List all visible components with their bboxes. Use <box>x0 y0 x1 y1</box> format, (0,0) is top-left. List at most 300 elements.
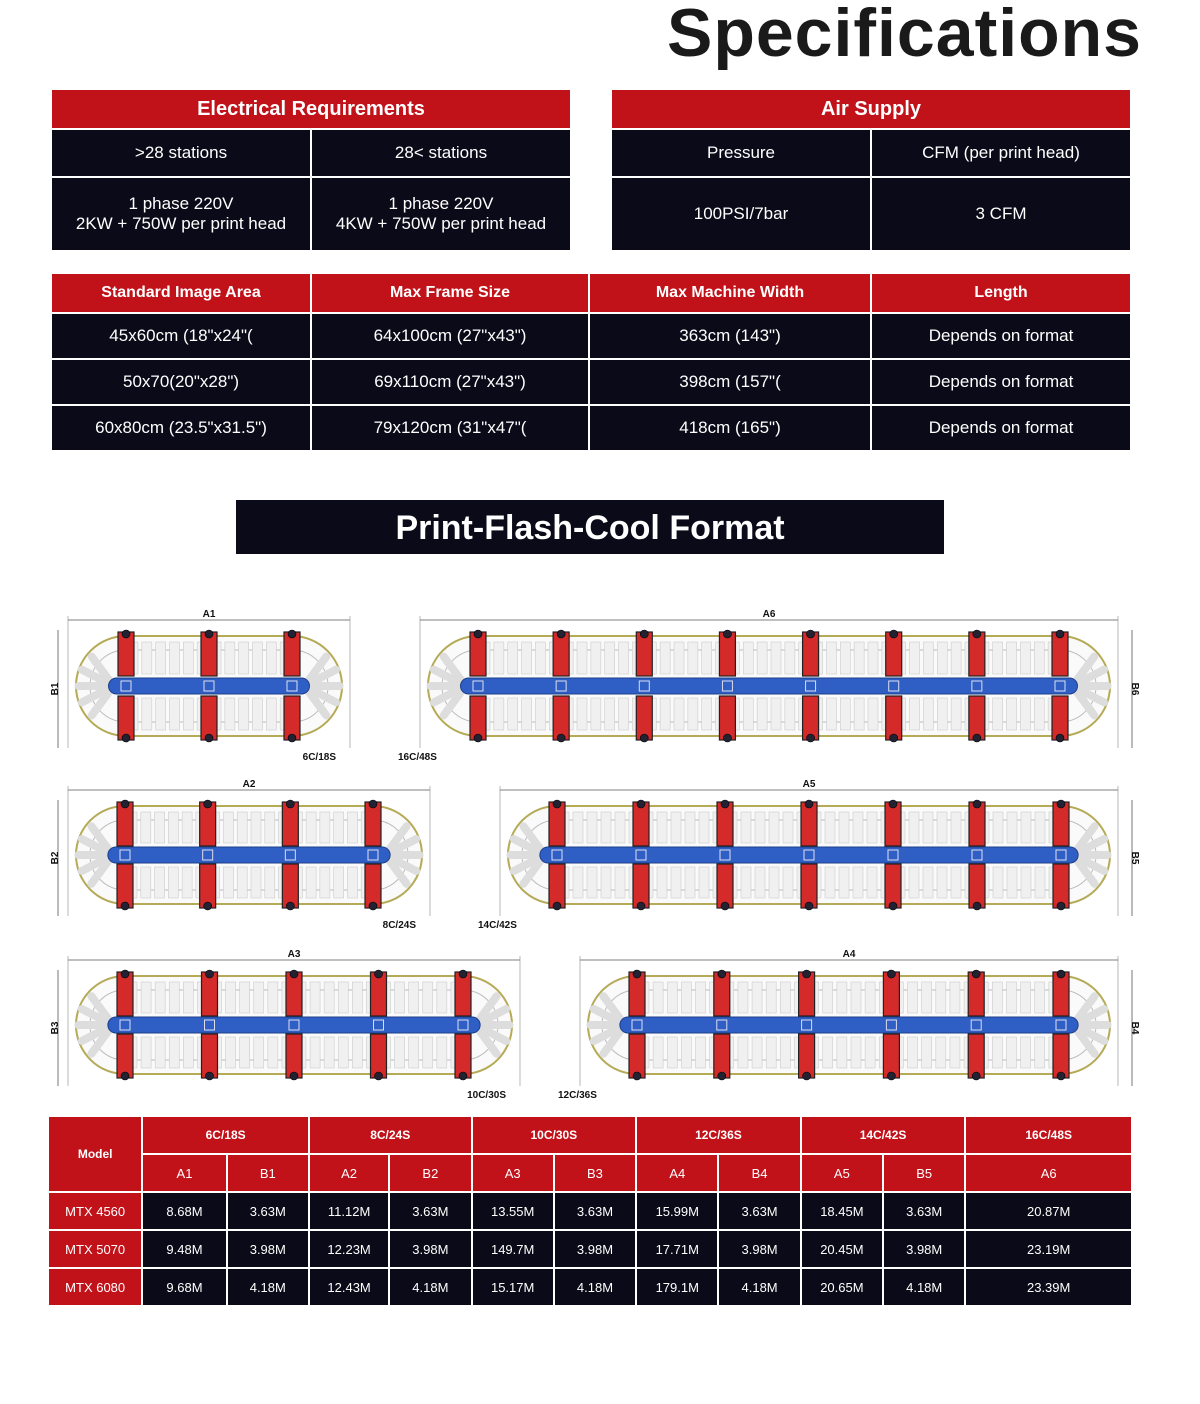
value-cell: 20.45M <box>801 1230 883 1268</box>
pallet <box>251 812 261 843</box>
pallet <box>615 867 625 898</box>
pallet <box>699 812 709 843</box>
layout-diagram-3 <box>50 948 540 1101</box>
pallet <box>1021 867 1031 898</box>
pallet <box>409 1037 419 1068</box>
pallet <box>696 1037 706 1068</box>
value-cell: 4.18M <box>554 1268 636 1306</box>
subheader-b4: B4 <box>718 1154 800 1192</box>
dimension-b-label: B4 <box>1129 1021 1140 1035</box>
print-head <box>117 802 133 846</box>
value-cell: 3.63M <box>718 1192 800 1230</box>
pallet <box>826 698 836 730</box>
value-cell: 3.63M <box>227 1192 309 1230</box>
pallet <box>923 867 933 898</box>
pallet <box>937 642 947 674</box>
group-header: 12C/36S <box>636 1116 801 1154</box>
pallet <box>757 642 767 674</box>
value-cell: 12.23M <box>309 1230 389 1268</box>
pallet <box>619 698 629 730</box>
pallet <box>395 1037 405 1068</box>
head-joint <box>206 1072 214 1080</box>
pallet <box>674 698 684 730</box>
pallet <box>338 1037 348 1068</box>
pallet <box>780 982 790 1013</box>
value-cell: 20.65M <box>801 1268 883 1306</box>
pallet <box>395 982 405 1013</box>
pallet <box>853 867 863 898</box>
print-head <box>636 632 652 676</box>
pallet <box>752 1037 762 1068</box>
table-row <box>51 313 1131 359</box>
electrical-title: Electrical Requirements <box>51 89 571 129</box>
pallet <box>591 698 601 730</box>
print-head <box>553 632 569 676</box>
std-header-1: Standard Image Area <box>51 273 311 313</box>
value-cell: 179.1M <box>636 1268 718 1306</box>
value-cell: 3.63M <box>554 1192 636 1230</box>
print-head <box>371 1034 387 1078</box>
pallet <box>577 642 587 674</box>
pallet <box>535 642 545 674</box>
pallet <box>142 698 152 730</box>
print-head <box>629 1034 645 1078</box>
print-head <box>365 802 381 846</box>
dimension-a-label: A3 <box>287 949 301 960</box>
pallet <box>923 812 933 843</box>
subheader-b2: B2 <box>389 1154 471 1192</box>
head-joint <box>803 1072 811 1080</box>
print-head <box>549 864 565 908</box>
pallet <box>573 812 583 843</box>
pallet <box>783 867 793 898</box>
print-head <box>1052 632 1068 676</box>
head-joint <box>723 630 731 638</box>
pallet <box>182 812 192 843</box>
pallet <box>755 812 765 843</box>
head-joint <box>375 1072 383 1080</box>
head-joint <box>288 630 296 638</box>
layout-diagram-1 <box>50 608 370 763</box>
value-cell: 9.68M <box>142 1268 226 1306</box>
pallet <box>615 812 625 843</box>
pallet <box>183 1037 193 1068</box>
pallet <box>696 982 706 1013</box>
pallet <box>352 1037 362 1068</box>
pallet <box>653 1037 663 1068</box>
value-cell: 3.98M <box>227 1230 309 1268</box>
std-cell: 50x70(20"x28") <box>51 359 311 405</box>
pallet <box>865 1037 875 1068</box>
std-cell: Depends on format <box>871 359 1131 405</box>
air-title: Air Supply <box>611 89 1131 129</box>
print-head <box>470 632 486 676</box>
pallet <box>1007 867 1017 898</box>
pallet <box>865 982 875 1013</box>
head-joint <box>369 902 377 910</box>
pallet <box>909 812 919 843</box>
std-cell: 64x100cm (27"x43") <box>311 313 589 359</box>
pallet <box>508 642 518 674</box>
value-cell: 18.45M <box>801 1192 883 1230</box>
pallet <box>251 867 261 898</box>
pallet <box>992 982 1002 1013</box>
pallet <box>699 867 709 898</box>
models-table <box>47 1115 1133 1307</box>
print-head <box>1053 864 1069 908</box>
table-row <box>48 1230 1132 1268</box>
pallet <box>320 867 330 898</box>
print-head <box>885 802 901 846</box>
pallet <box>702 698 712 730</box>
head-joint <box>637 902 645 910</box>
head-joint <box>803 970 811 978</box>
value-cell: 3.63M <box>389 1192 471 1230</box>
air-col-2: CFM (per print head) <box>871 129 1131 177</box>
electrical-col-2: 28< stations <box>311 129 571 177</box>
head-joint <box>721 902 729 910</box>
print-head <box>968 972 984 1016</box>
center-conveyor <box>108 1017 480 1033</box>
print-head <box>801 864 817 908</box>
pallet <box>254 1037 264 1068</box>
print-head <box>799 1034 815 1078</box>
value-cell: 3.98M <box>883 1230 965 1268</box>
config-label: 16C/48S <box>398 752 437 763</box>
air-col-1: Pressure <box>611 129 871 177</box>
head-joint <box>557 630 565 638</box>
pallet <box>168 867 178 898</box>
head-joint <box>206 970 214 978</box>
print-head <box>200 802 216 846</box>
center-conveyor <box>461 678 1078 694</box>
print-head <box>633 802 649 846</box>
pallet <box>170 698 180 730</box>
pallet <box>771 698 781 730</box>
print-head <box>801 802 817 846</box>
pallet <box>266 642 276 674</box>
pallet <box>783 812 793 843</box>
model-name: MTX 6080 <box>48 1268 142 1306</box>
pallet <box>334 867 344 898</box>
pallet <box>702 642 712 674</box>
print-head <box>282 864 298 908</box>
value-cell: 3.98M <box>389 1230 471 1268</box>
print-head <box>118 696 134 740</box>
pallet <box>239 698 249 730</box>
value-cell: 15.17M <box>472 1268 554 1306</box>
electrical-value-2: 1 phase 220V 4KW + 750W per print head <box>311 177 571 251</box>
pallet <box>743 642 753 674</box>
pallet <box>951 812 961 843</box>
subheader-a6: A6 <box>965 1154 1132 1192</box>
pallet <box>867 812 877 843</box>
pallet <box>268 982 278 1013</box>
print-head <box>968 1034 984 1078</box>
std-cell: Depends on format <box>871 313 1131 359</box>
print-head <box>201 632 217 676</box>
value-cell: 12.43M <box>309 1268 389 1306</box>
pallet <box>605 698 615 730</box>
pallet <box>168 812 178 843</box>
pallet <box>1007 812 1017 843</box>
head-joint <box>723 734 731 742</box>
pallet <box>910 698 920 730</box>
print-head <box>365 864 381 908</box>
air-value-2: 3 CFM <box>871 177 1131 251</box>
subheader-b1: B1 <box>227 1154 309 1192</box>
dimension-b-label: B5 <box>1129 851 1140 865</box>
pallet <box>1007 642 1017 674</box>
pallet <box>226 982 236 1013</box>
head-joint <box>474 630 482 638</box>
head-joint <box>1057 902 1065 910</box>
print-head <box>284 696 300 740</box>
pallet <box>240 1037 250 1068</box>
pallet <box>951 698 961 730</box>
pallet <box>225 642 235 674</box>
pallet <box>667 1037 677 1068</box>
pallet <box>840 642 850 674</box>
pallet <box>837 982 847 1013</box>
head-joint <box>718 970 726 978</box>
pallet <box>254 982 264 1013</box>
head-joint <box>375 970 383 978</box>
print-head <box>455 1034 471 1078</box>
head-joint <box>204 902 212 910</box>
value-cell: 3.98M <box>554 1230 636 1268</box>
pallet <box>409 982 419 1013</box>
head-joint <box>121 902 129 910</box>
pallet <box>1021 982 1031 1013</box>
pallet <box>853 812 863 843</box>
pallet <box>752 982 762 1013</box>
group-header: 10C/30S <box>472 1116 637 1154</box>
pallet <box>769 812 779 843</box>
std-cell: 79x120cm (31"x47"( <box>311 405 589 451</box>
head-joint <box>557 734 565 742</box>
pallet <box>1006 1037 1016 1068</box>
dimension-a-label: A6 <box>762 609 776 620</box>
pallet <box>993 642 1003 674</box>
head-joint <box>1057 800 1065 808</box>
pallet <box>494 698 504 730</box>
print-head <box>883 1034 899 1078</box>
pallet <box>1020 642 1030 674</box>
value-cell: 3.63M <box>883 1192 965 1230</box>
center-conveyor <box>540 847 1078 863</box>
print-head <box>969 632 985 676</box>
pallet <box>743 698 753 730</box>
pallet <box>320 812 330 843</box>
pallet <box>223 812 233 843</box>
electrical-col-1: >28 stations <box>51 129 311 177</box>
head-joint <box>890 734 898 742</box>
pallet <box>688 698 698 730</box>
pallet <box>992 1037 1002 1068</box>
dimension-a-label: A2 <box>242 779 256 790</box>
pallet <box>170 642 180 674</box>
head-joint <box>640 734 648 742</box>
print-head <box>286 972 302 1016</box>
print-head <box>885 864 901 908</box>
value-cell: 9.48M <box>142 1230 226 1268</box>
head-joint <box>286 800 294 808</box>
std-cell: 363cm (143") <box>589 313 871 359</box>
pallet <box>253 642 263 674</box>
pallet <box>155 982 165 1013</box>
value-cell: 13.55M <box>472 1192 554 1230</box>
head-joint <box>972 970 980 978</box>
dimension-a-label: A1 <box>202 609 216 620</box>
pallet <box>780 1037 790 1068</box>
subheader-row <box>48 1154 1132 1192</box>
pallet <box>223 867 233 898</box>
pallet <box>183 982 193 1013</box>
pallet <box>535 698 545 730</box>
std-cell: 398cm (157"( <box>589 359 871 405</box>
layout-diagram-2 <box>50 778 450 931</box>
pallet <box>338 982 348 1013</box>
pallet <box>324 982 334 1013</box>
pallet <box>851 982 861 1013</box>
config-label: 10C/30S <box>467 1090 506 1101</box>
print-head <box>202 972 218 1016</box>
air-supply-table <box>610 88 1132 252</box>
pallet <box>352 982 362 1013</box>
print-head <box>886 696 902 740</box>
pallet <box>494 642 504 674</box>
print-head <box>717 864 733 908</box>
pallet <box>508 698 518 730</box>
print-head <box>799 972 815 1016</box>
pallet <box>522 698 532 730</box>
pallet <box>265 812 275 843</box>
print-head <box>636 696 652 740</box>
pallet <box>825 867 835 898</box>
pallet <box>265 867 275 898</box>
pallet <box>324 1037 334 1068</box>
value-cell: 20.87M <box>965 1192 1132 1230</box>
pallet <box>840 698 850 730</box>
print-head <box>282 802 298 846</box>
center-conveyor <box>108 847 390 863</box>
print-head <box>371 972 387 1016</box>
pallet <box>937 698 947 730</box>
pallet <box>785 642 795 674</box>
page-title: Specifications <box>666 0 1142 71</box>
value-cell: 17.71M <box>636 1230 718 1268</box>
pallet <box>141 867 151 898</box>
head-joint <box>1056 630 1064 638</box>
pallet <box>839 867 849 898</box>
pallet <box>601 867 611 898</box>
pallet <box>681 982 691 1013</box>
group-header: 14C/42S <box>801 1116 966 1154</box>
pallet <box>306 812 316 843</box>
head-joint <box>286 902 294 910</box>
section-title: Print-Flash-Cool Format <box>236 500 944 554</box>
pallet <box>1006 982 1016 1013</box>
pallet <box>1020 698 1030 730</box>
head-joint <box>1057 1072 1065 1080</box>
layout-diagram-6 <box>398 608 1140 763</box>
pallet <box>685 812 695 843</box>
pallet <box>1034 698 1044 730</box>
pallet <box>738 1037 748 1068</box>
subheader-b5: B5 <box>883 1154 965 1192</box>
std-cell: Depends on format <box>871 405 1131 451</box>
pallet <box>156 698 166 730</box>
layout-diagram-4 <box>558 948 1140 1101</box>
head-joint <box>887 970 895 978</box>
print-head <box>1053 802 1069 846</box>
pallet <box>825 812 835 843</box>
print-head <box>549 802 565 846</box>
pallet <box>237 867 247 898</box>
pallet <box>347 812 357 843</box>
pallet <box>601 812 611 843</box>
dimension-b-label: B2 <box>50 851 61 865</box>
pallet <box>909 867 919 898</box>
pallet <box>993 698 1003 730</box>
pallet <box>937 812 947 843</box>
config-label: 8C/24S <box>382 920 416 931</box>
pallet <box>183 698 193 730</box>
pallet <box>169 1037 179 1068</box>
pallet <box>1034 642 1044 674</box>
pallet <box>183 642 193 674</box>
head-joint <box>807 734 815 742</box>
value-cell: 3.98M <box>718 1230 800 1268</box>
pallet <box>587 812 597 843</box>
pallet <box>169 982 179 1013</box>
table-row <box>51 405 1131 451</box>
print-head <box>117 864 133 908</box>
pallet <box>741 812 751 843</box>
print-head <box>969 802 985 846</box>
print-head <box>886 632 902 676</box>
dimension-a-label: A4 <box>842 949 856 960</box>
head-joint <box>807 630 815 638</box>
dimension-a-label: A5 <box>802 779 816 790</box>
pallet <box>347 867 357 898</box>
print-head <box>717 802 733 846</box>
pallet <box>688 642 698 674</box>
pallet <box>240 982 250 1013</box>
pallet <box>667 982 677 1013</box>
subheader-a1: A1 <box>142 1154 226 1192</box>
config-label: 6C/18S <box>302 752 336 763</box>
value-cell: 23.39M <box>965 1268 1132 1306</box>
pallet <box>769 867 779 898</box>
pallet <box>605 642 615 674</box>
pallet <box>141 1037 151 1068</box>
pallet <box>156 642 166 674</box>
pallet <box>226 1037 236 1068</box>
pallet <box>310 1037 320 1068</box>
pallet <box>1035 1037 1045 1068</box>
print-head <box>200 864 216 908</box>
print-head <box>553 696 569 740</box>
pallet <box>239 642 249 674</box>
pallet <box>741 867 751 898</box>
head-joint <box>805 902 813 910</box>
print-head <box>286 1034 302 1078</box>
head-joint <box>718 1072 726 1080</box>
print-head <box>201 696 217 740</box>
print-head <box>1053 972 1069 1016</box>
